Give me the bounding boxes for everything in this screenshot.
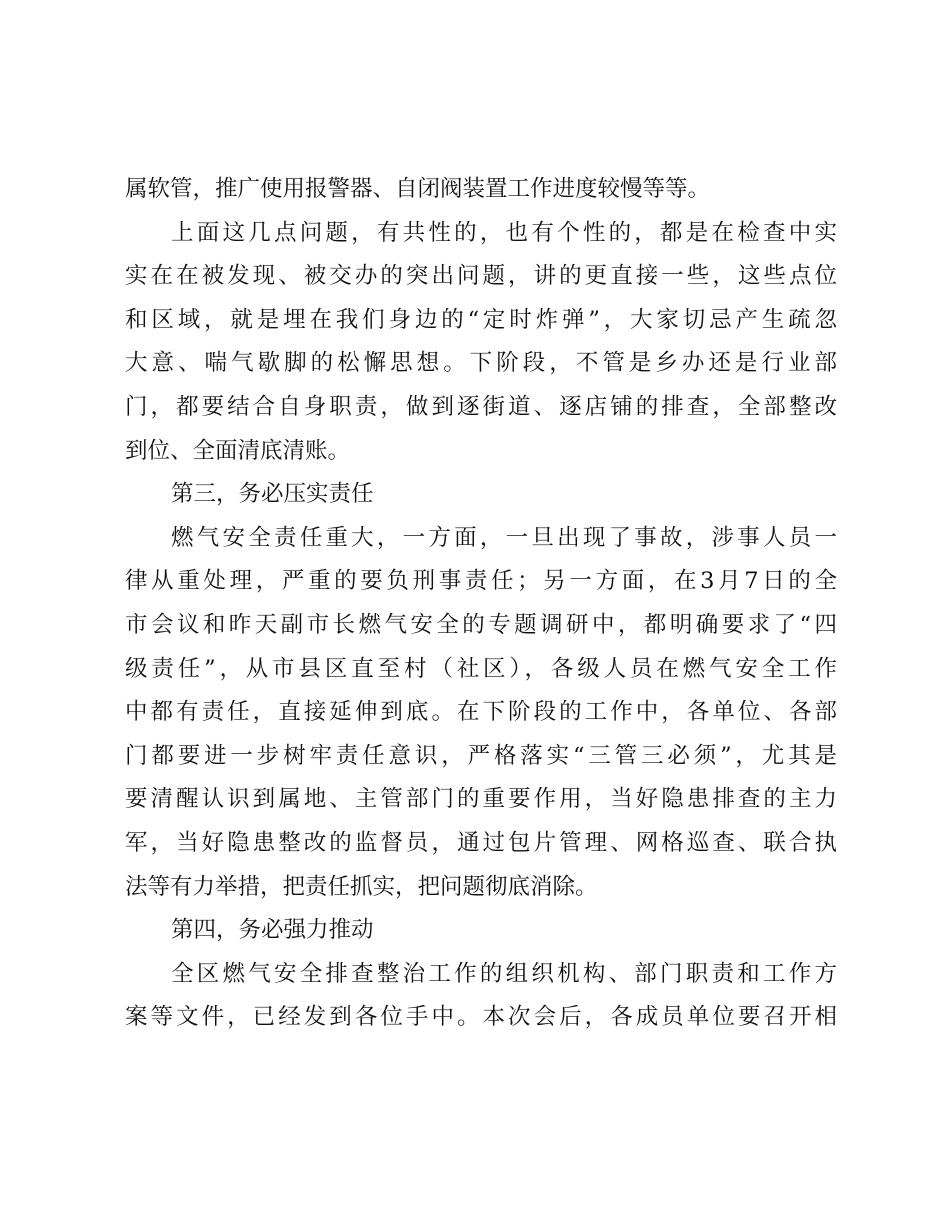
body-line: 要清醒认识到属地、主管部门的重要作用，当好隐患排查的主力 xyxy=(125,786,837,813)
body-line: 市会议和昨天副市长燃气安全的专题调研中，都明确要求了“四 xyxy=(125,611,837,638)
section-heading: 第四，务必强力推动 xyxy=(171,917,374,944)
body-line: 属软管，推广使用报警器、自闭阀装置工作进度较慢等等。 xyxy=(125,176,711,202)
body-line: 军，当好隐患整改的监督员，通过包片管理、网格巡查、联合执 xyxy=(125,829,837,856)
body-line: 全区燃气安全排查整治工作的组织机构、部门职责和工作方 xyxy=(171,960,837,987)
body-line: 实在在被发现、被交办的突出问题，讲的更直接一些，这些点位 xyxy=(125,263,837,290)
body-line: 大意、喘气歇脚的松懈思想。下阶段，不管是乡办还是行业部 xyxy=(125,350,837,377)
body-line: 法等有力举措，把责任抓实，把问题彻底消除。 xyxy=(125,873,598,900)
body-line: 上面这几点问题，有共性的，也有个性的，都是在检查中实 xyxy=(171,219,837,246)
body-line: 律从重处理，严重的要负刑事责任；另一方面，在3月7日的全 xyxy=(125,568,837,595)
body-line: 级责任”，从市县区直至村（社区），各级人员在燃气安全工作 xyxy=(125,655,837,682)
section-heading: 第三，务必压实责任 xyxy=(171,481,374,508)
body-line: 案等文件，已经发到各位手中。本次会后，各成员单位要召开相 xyxy=(125,1004,837,1031)
document-body xyxy=(125,168,837,1040)
body-line: 中都有责任，直接延伸到底。在下阶段的工作中，各单位、各部 xyxy=(125,699,837,726)
body-line: 到位、全面清底清账。 xyxy=(125,437,351,464)
body-line: 门都要进一步树牢责任意识，严格落实“三管三必须”，尤其是 xyxy=(125,742,837,769)
body-line: 门，都要结合自身职责，做到逐街道、逐店铺的排查，全部整改 xyxy=(125,393,837,420)
body-line: 燃气安全责任重大，一方面，一旦出现了事故，涉事人员一 xyxy=(171,524,837,551)
body-line: 和区域，就是埋在我们身边的“定时炸弹”，大家切忌产生疏忽 xyxy=(125,306,837,333)
